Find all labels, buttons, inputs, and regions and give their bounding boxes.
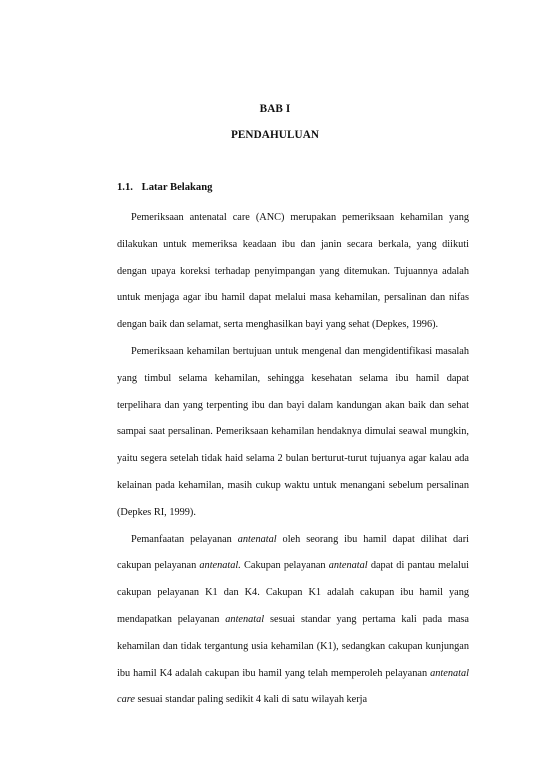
chapter-heading: BAB I [259, 103, 291, 115]
section-heading [117, 182, 212, 193]
italic-term: antenatal care [117, 667, 469, 706]
body-text [117, 205, 469, 714]
chapter-title: PENDAHULUAN [230, 129, 320, 141]
section-title: Latar Belakang [141, 182, 213, 193]
paragraph-3-text: oleh seorang ibu hamil dapat dilihat dari cakupan pelayanan [117, 533, 469, 572]
italic-term: antenatal [237, 533, 277, 545]
paragraph-3-text: sesuai standar yang pertama kali pada masa kehamilan dan tidak tergantung usia kehamilan (K1), sedangkan cakupan kunjungan ibu hamil K4 adalah cakupan ibu hamil yang telah memperoleh pelayanan [117, 613, 469, 679]
paragraph-1: Pemeriksaan antenatal care (ANC) merupakan pemeriksaan kehamilan yang dilakukan untuk memeriksa keadaan ibu dan janin secara berkala, yang diikuti dengan upaya koreksi terhadap penyimpangan yang ditemukan. Tujuannya adalah untuk menjaga agar ibu hamil dapat melalui masa kehamilan, persalinan dan nifas dengan baik dan selamat, serta menghasilkan bayi yang sehat (Depkes, 1996). [117, 212, 469, 331]
italic-term: antenatal [225, 613, 265, 625]
paragraph-2: Pemeriksaan kehamilan bertujuan untuk mengenal dan mengidentifikasi masalah yang timbul selama kehamilan, sehingga kesehatan selama ibu hamil dapat terpelihara dan yang terpenting ibu dan bayi dalam kandungan akan baik dan sehat sampai saat persalinan. Pemeriksaan kehamilan hendaknya dimulai seawal mungkin, yaitu segera setelah tidak haid selama 2 bulan berturut-turut tujuanya agar kalau ada kelainan pada kehamilan, masih cukup waktu untuk menangani sebelum persalinan (Depkes RI, 1999). [117, 345, 469, 518]
paragraph-3-text: dapat di pantau melalui cakupan pelayanan K1 dan K4. Cakupan K1 adalah cakupan ibu hamil yang mendapatkan pelayanan [117, 560, 469, 625]
paragraph-3 [117, 527, 469, 715]
paragraph-3-text: Cakupan pelayanan [240, 560, 329, 572]
paragraph-3-text: sesuai standar paling sedikit 4 kali di satu wilayah kerja [134, 694, 368, 706]
italic-term: antenatal. [199, 560, 241, 572]
paragraph-3-text: Pemanfaatan pelayanan [131, 533, 238, 545]
section-number: 1.1. [117, 182, 133, 193]
italic-term: antenatal [328, 560, 368, 572]
